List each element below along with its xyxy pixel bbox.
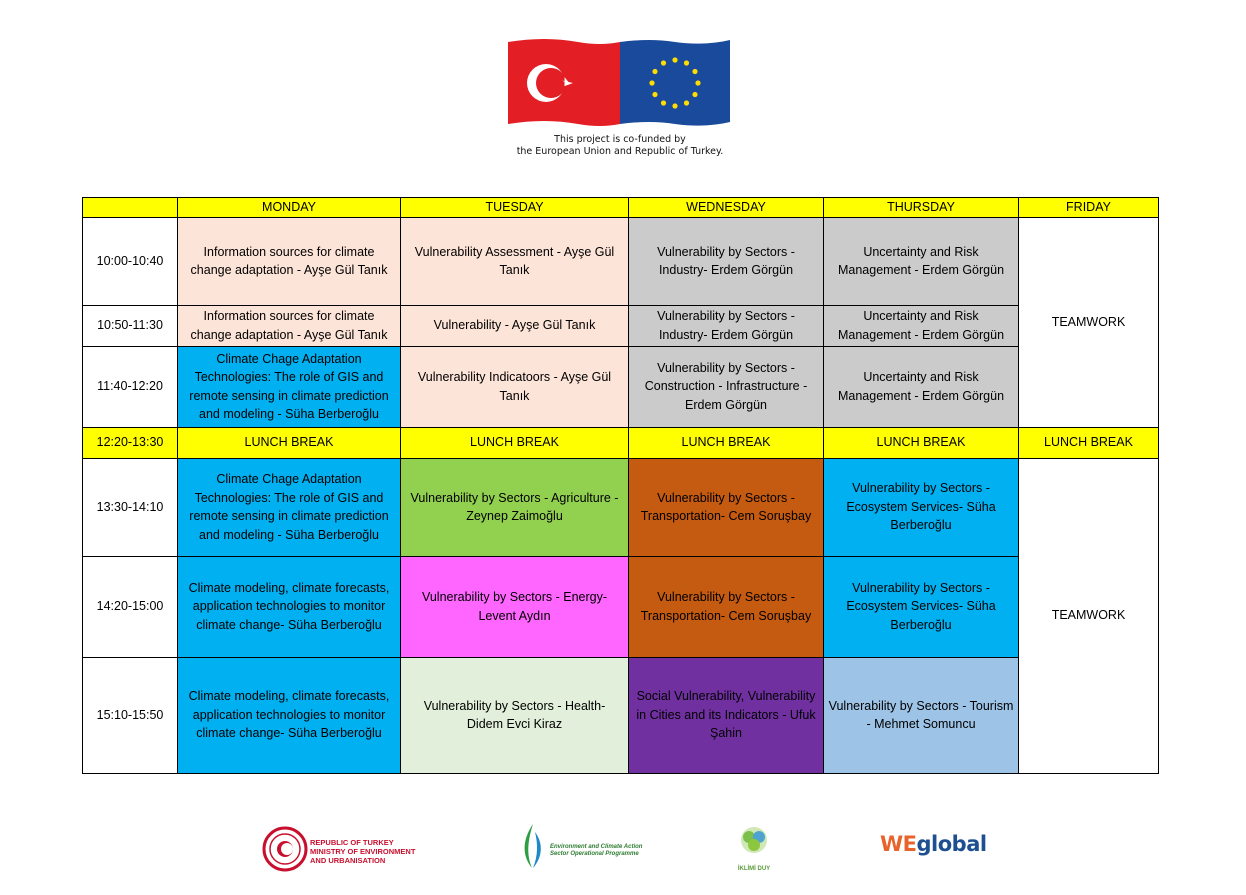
session-cell: Vulnerability by Sectors - Transportation- Cem Soruşbay (629, 458, 824, 556)
header-monday: MONDAY (178, 198, 401, 218)
session-cell: Information sources for climate change adaptation - Ayşe Gül Tanık (178, 305, 401, 346)
time-slot: 14:20-15:00 (83, 556, 178, 657)
session-cell: Vulnerability by Sectors - Agriculture - Zeynep Zaimoğlu (401, 458, 629, 556)
turkey-eu-flags-image (500, 34, 740, 132)
header-friday: FRIDAY (1019, 198, 1159, 218)
lunch-cell: LUNCH BREAK (629, 427, 824, 458)
table-row (83, 346, 1159, 427)
session-cell: Vulnerability by Sectors - Construction - Infrastructure - Erdem Görgün (629, 346, 824, 427)
lunch-row (83, 427, 1159, 458)
session-cell: Social Vulnerability, Vulnerability in Cities and its Indicators - Ufuk Şahin (629, 657, 824, 773)
session-cell: Vulnerability by Sectors - Industry- Erdem Görgün (629, 217, 824, 305)
iklimi-duy-icon (734, 824, 774, 864)
partner-logos (0, 818, 1246, 878)
flags-logo (500, 34, 740, 132)
session-cell: Uncertainty and Risk Management - Erdem Görgün (824, 305, 1019, 346)
eco-action-line: Environment and Climate Action (550, 844, 643, 850)
session-cell: Vulnerability by Sectors - Energy- Levent Aydın (401, 556, 629, 657)
ministry-line: REPUBLIC OF TURKEY (310, 838, 394, 847)
lunch-cell: LUNCH BREAK (178, 427, 401, 458)
lunch-cell: LUNCH BREAK (401, 427, 629, 458)
session-cell: Vulnerability by Sectors - Industry- Erdem Görgün (629, 305, 824, 346)
table-row (83, 458, 1159, 556)
header-wednesday: WEDNESDAY (629, 198, 824, 218)
session-cell: Vulnerability Assessment - Ayşe Gül Tanık (401, 217, 629, 305)
iklimi-duy-name: İKLİMİ DUY (737, 866, 771, 872)
session-cell: Vulnerability by Sectors - Ecosystem Services- Süha Berberoğlu (824, 556, 1019, 657)
weglobal-global: global (916, 832, 987, 856)
project-header (500, 34, 740, 158)
session-cell: Climate modeling, climate forecasts, application technologies to monitor climate change- Süha Berberoğlu (178, 556, 401, 657)
lunch-cell: LUNCH BREAK (824, 427, 1019, 458)
cofund-line-1: This project is co-funded by (554, 134, 686, 145)
ministry-name (310, 838, 415, 865)
iklimi-duy-logo (734, 824, 774, 878)
table-row (83, 305, 1159, 346)
lunch-time: 12:20-13:30 (83, 427, 178, 458)
header-time-cell (83, 198, 178, 218)
time-slot: 13:30-14:10 (83, 458, 178, 556)
cofund-line-2: the European Union and Republic of Turkey. (516, 146, 724, 157)
session-cell: Vulnerability by Sectors - Ecosystem Services- Süha Berberoğlu (824, 458, 1019, 556)
weglobal-logo (880, 832, 987, 856)
time-slot: 11:40-12:20 (83, 346, 178, 427)
table-row (83, 217, 1159, 305)
time-slot: 10:00-10:40 (83, 217, 178, 305)
ministry-line: AND URBANISATION (310, 856, 386, 865)
time-slot: 10:50-11:30 (83, 305, 178, 346)
header-thursday: THURSDAY (824, 198, 1019, 218)
ministry-seal-icon (262, 826, 308, 872)
leaf-drop-icon (518, 822, 548, 872)
session-cell: Vulnerability Indicatoors - Ayşe Gül Tanık (401, 346, 629, 427)
schedule-table (82, 197, 1159, 774)
session-cell: Climate modeling, climate forecasts, application technologies to monitor climate change- Süha Berberoğlu (178, 657, 401, 773)
cofund-note (500, 134, 740, 158)
session-cell: Vulnerability by Sectors - Transportation- Cem Soruşbay (629, 556, 824, 657)
session-cell: Climate Chage Adaptation Technologies: The role of GIS and remote sensing in climate prediction and modeling - Süha Berberoğlu (178, 346, 401, 427)
header-row (83, 198, 1159, 218)
friday-teamwork-afternoon: TEAMWORK (1019, 458, 1159, 773)
table-row (83, 556, 1159, 657)
session-cell: Vulnerability - Ayşe Gül Tanık (401, 305, 629, 346)
session-cell: Climate Chage Adaptation Technologies: The role of GIS and remote sensing in climate prediction and modeling - Süha Berberoğlu (178, 458, 401, 556)
friday-teamwork-morning: TEAMWORK (1019, 217, 1159, 427)
ministry-logo (262, 826, 422, 872)
eco-action-name (550, 844, 642, 858)
session-cell: Vulnerability by Sectors - Tourism - Mehmet Somuncu (824, 657, 1019, 773)
time-slot: 15:10-15:50 (83, 657, 178, 773)
ministry-line: MINISTRY OF ENVIRONMENT (310, 847, 416, 856)
weglobal-we: WE (880, 832, 917, 856)
eco-action-logo (518, 822, 648, 874)
session-cell: Uncertainty and Risk Management - Erdem Görgün (824, 217, 1019, 305)
session-cell: Vulnerability by Sectors - Health- Didem Evci Kiraz (401, 657, 629, 773)
header-tuesday: TUESDAY (401, 198, 629, 218)
table-row (83, 657, 1159, 773)
session-cell: Uncertainty and Risk Management - Erdem Görgün (824, 346, 1019, 427)
eco-action-line: Sector Operational Programme (550, 851, 639, 857)
lunch-cell: LUNCH BREAK (1019, 427, 1159, 458)
session-cell: Information sources for climate change adaptation - Ayşe Gül Tanık (178, 217, 401, 305)
